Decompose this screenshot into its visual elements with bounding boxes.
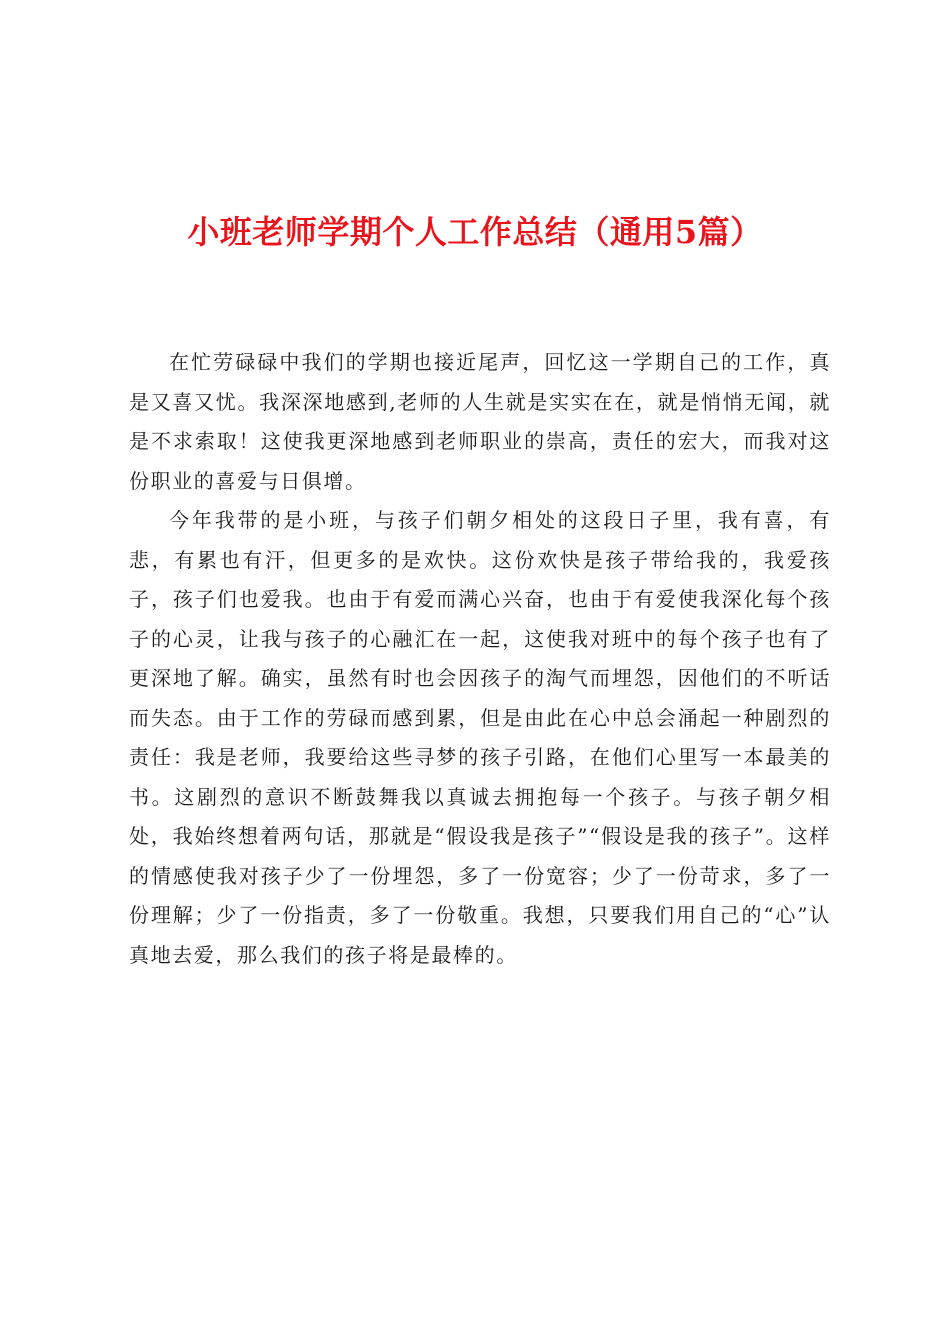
paragraph-2: 今年我带的是小班，与孩子们朝夕相处的这段日子里，我有喜，有悲，有累也有汗，但更多的是欢快。这份欢快是孩子带给我的，我爱孩子，孩子们也爱我。也由于有爱而满心兴奋，也由于有爱使我深化每个孩子的心灵，让我与孩子的心融汇在一起，这使我对班中的每个孩子也有了更深地了解。确实，虽然有时也会因孩子的淘气而埋怨，因他们的不听话而失态。由于工作的劳碌而感到累，但是由此在心中总会涌起一种剧烈的责任：我是老师，我要给这些寻梦的孩子引路，在他们心里写一本最美的书。这剧烈的意识不断鼓舞我以真诚去拥抱每一个孩子。与孩子朝夕相处，我始终想着两句话，那就是“假设我是孩子”“假设是我的孩子”。这样的情感使我对孩子少了一份埋怨，多了一份宽容；少了一份苛求，多了一份理解；少了一份指责，多了一份敬重。我想，只要我们用自己的“心”认真地去爱，那么我们的孩子将是最棒的。 xyxy=(129,508,831,967)
document-body xyxy=(129,343,831,975)
document-title: 小班老师学期个人工作总结（通用5篇） xyxy=(187,213,763,251)
paragraph-1: 在忙劳碌碌中我们的学期也接近尾声，回忆这一学期自己的工作，真是又喜又忧。我深深地感到,老师的人生就是实实在在，就是悄悄无闻，就是不求索取！这使我更深地感到老师职业的崇高，责任的宏大，而我对这份职业的喜爱与日俱增。 xyxy=(129,350,831,493)
